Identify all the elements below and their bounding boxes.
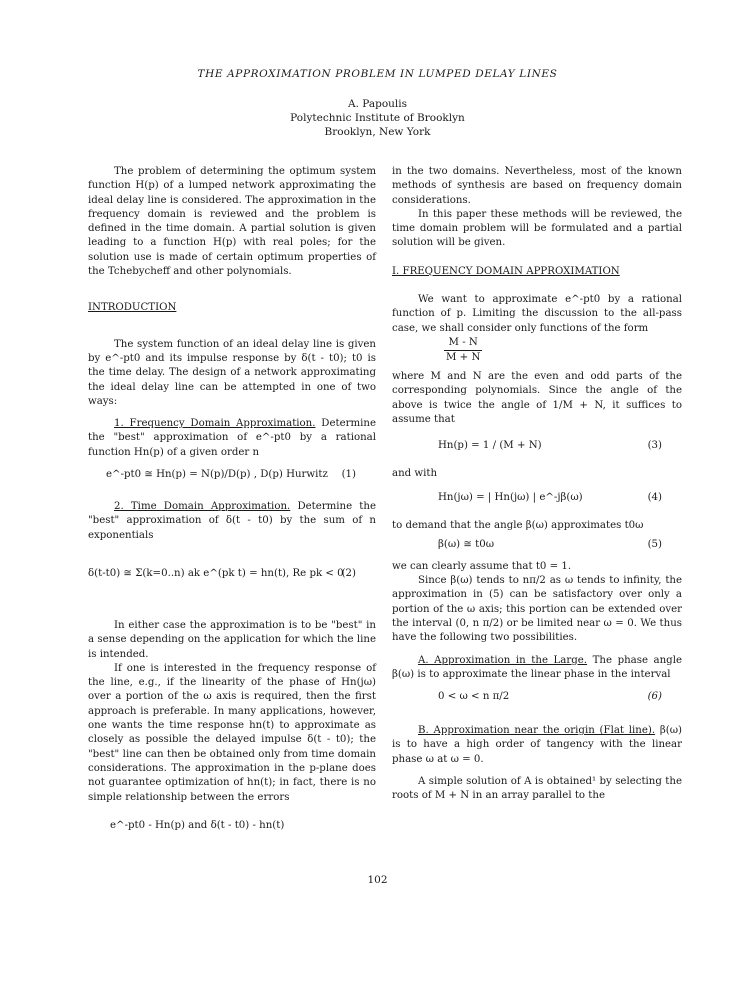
- equation-5-number: (5): [647, 538, 662, 550]
- author-location: Brooklyn, New York: [324, 126, 431, 138]
- fraction-numerator: M - N: [444, 336, 482, 351]
- equation-2-body: δ(t-t0) ≅ Σ(k=0..n) ak e^(pk t) = hn(t), Re pk < 0: [88, 567, 344, 579]
- item-a-text: The phase angle β(ω) is to approximate the linear phase in the interval: [392, 654, 682, 680]
- equation-6-number: (6): [647, 691, 662, 703]
- equation-2-number: (2): [341, 567, 356, 579]
- item2-text: Determine the "best" approximation of δ(t - t0) by the sum of n exponentials: [88, 501, 376, 541]
- errors-equation-body: e^-pt0 - Hn(p) and δ(t - t0) - hn(t): [110, 819, 285, 831]
- continuation-paragraph: in the two domains. Nevertheless, most of the known methods of synthesis are based on frequency domain considerations.: [392, 166, 682, 206]
- equation-3-number: (3): [647, 440, 662, 452]
- paper-title: THE APPROXIMATION PROBLEM IN LUMPED DELAY LINES: [197, 68, 558, 80]
- item2-label: 2. Time Domain Approximation.: [114, 501, 291, 513]
- page-number: 102: [367, 874, 388, 886]
- item1-text: Determine the "best" approximation of e^-pt0 by a rational function Hn(p) of a given order n: [88, 418, 376, 458]
- abstract: The problem of determining the optimum system function H(p) of a lumped network approximating the ideal delay line is considered. The approximation in the frequency domain is reviewed and the problem is defined in the time domain. A partial solution is given leading to a function H(p) with real poles; for the solution use is made of certain optimum properties of the Tchebycheff and other polynomials.: [88, 166, 376, 278]
- equation-4: [392, 481, 682, 519]
- author-affiliation: Polytechnic Institute of Brooklyn: [290, 112, 465, 124]
- equation-6: [392, 682, 682, 716]
- assume-text: we can clearly assume that t0 = 1.: [392, 560, 572, 572]
- where-paragraph: where M and N are the even and odd parts of the corresponding polynomials. Since the angle of the above is twice the angle of 1/M + N, it suffices to assume that: [392, 370, 682, 425]
- all-pass-fraction: [392, 336, 682, 370]
- section-1-heading: I. FREQUENCY DOMAIN APPROXIMATION: [392, 265, 620, 277]
- either-case-paragraph: In either case the approximation is to be "best" in a sense depending on the application for which the line is intended.: [88, 619, 376, 660]
- since-paragraph: Since β(ω) tends to nπ/2 as ω tends to infinity, the approximation in (5) can be satisfactory over only a portion of the ω axis; this portion can be extended over the interval (0, n π/2) or be limited near ω = 0. We thus have the following two possibilities.: [392, 575, 682, 644]
- item-b-label: B. Approximation near the origin (Flat line).: [418, 725, 656, 737]
- item-a-paragraph: [392, 654, 682, 683]
- equation-6-body: 0 < ω < n π/2: [438, 691, 510, 703]
- equation-4-body: Hn(jω) = | Hn(jω) | e^-jβ(ω): [438, 492, 583, 504]
- equation-1-number: (1): [341, 469, 356, 481]
- approximate-paragraph: We want to approximate e^-pt0 by a rational function of p. Limiting the discussion to the all-pass case, we shall consider only functions of the form: [392, 294, 682, 334]
- left-column: [88, 165, 376, 845]
- equation-3-body: Hn(p) = 1 / (M + N): [438, 440, 542, 452]
- intro-paragraph: The system function of an ideal delay line is given by e^-pt0 and its impulse response by δ(t - t0); t0 is the time delay. The design of a network approximating the ideal delay line can be attempted in one of two ways:: [88, 338, 376, 407]
- equation-5-body: β(ω) ≅ t0ω: [438, 538, 495, 550]
- item1-paragraph: [88, 417, 376, 460]
- and-with-text: and with: [392, 468, 438, 480]
- introduction-heading: INTRODUCTION: [88, 302, 177, 314]
- equation-1: [88, 460, 376, 492]
- simple-solution-paragraph: A simple solution of A is obtained¹ by selecting the roots of M + N in an array parallel to the: [392, 776, 682, 802]
- equation-3: [392, 427, 682, 467]
- equation-4-number: (4): [647, 492, 662, 504]
- item-b-text: β(ω) is to have a high order of tangency with the linear phase ω at ω = 0.: [392, 725, 682, 765]
- item1-label: 1. Frequency Domain Approximation.: [114, 418, 316, 430]
- item2-paragraph: [88, 500, 376, 543]
- author-block: [0, 97, 755, 139]
- equation-5: [392, 534, 682, 560]
- item-b-paragraph: [392, 724, 682, 767]
- fraction-denominator: M + N: [446, 352, 481, 364]
- frequency-response-paragraph: If one is interested in the frequency response of the line, e.g., if the linearity of the phase of Hn(jω) over a portion of the ω axis is required, then the first approach is preferable. In many applications, however, one wants the time response hn(t) to approximate as closely as possible the delayed impulse δ(t - t0); the "best" line can then be obtained only from time domain considerations. The approximation in the p-plane does not guarantee optimization of hn(t); in fact, there is no simple relationship between the errors: [88, 662, 376, 803]
- equation-1-body: e^-pt0 ≅ Hn(p) = N(p)/D(p) , D(p) Hurwitz: [106, 469, 328, 481]
- demand-paragraph: to demand that the angle β(ω) approximates t0ω: [392, 520, 644, 532]
- paper-overview-paragraph: In this paper these methods will be reviewed, the time domain problem will be formulated and a partial solution will be given.: [392, 208, 682, 249]
- item-a-label: A. Approximation in the Large.: [418, 654, 588, 666]
- right-column: [392, 165, 682, 804]
- author-name: A. Papoulis: [347, 98, 408, 110]
- equation-2: [88, 551, 376, 597]
- errors-equation: [88, 805, 376, 845]
